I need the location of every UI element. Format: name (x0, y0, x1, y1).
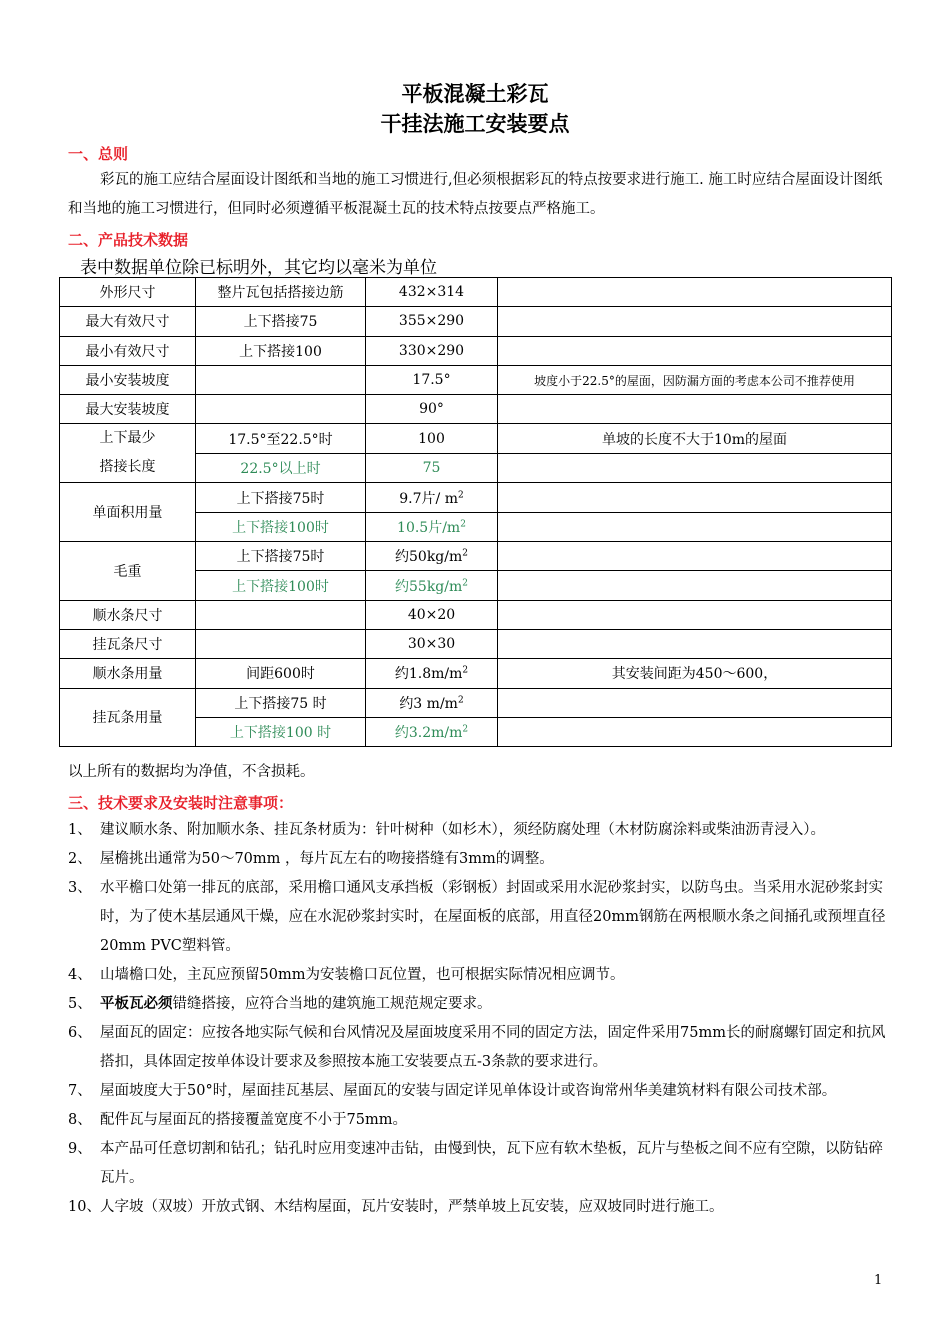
table-row (60, 542, 892, 571)
list-item (68, 845, 886, 874)
table-cell: 40×20 (366, 600, 498, 629)
table-cell: 单坡的长度不大于10m的屋面 (498, 424, 892, 454)
value-text: 约1.8m/m (394, 666, 463, 683)
table-cell (196, 600, 366, 629)
table-cell (498, 600, 892, 629)
table-row (60, 365, 892, 394)
item-number: 9、 (68, 1141, 92, 1157)
value-text: 约3.2m/m (394, 725, 463, 741)
item-number: 3、 (68, 880, 92, 896)
list-item (68, 1106, 886, 1135)
value-text: 约50kg/m (395, 549, 463, 566)
item-bold-text: 平板瓦必须 (100, 996, 173, 1012)
item-text: 屋面瓦的固定：应按各地实际气候和台风情况及屋面坡度采用不同的固定方法，固定件采用75mm长的耐腐螺钉固定和抗风搭扣，具体固定按单体设计要求及参照按本施工安装要点五-3条款的要求进行。 (100, 1025, 886, 1070)
table-cell: 其安装间距为450～600， (498, 659, 892, 688)
item-number: 6、 (68, 1025, 92, 1041)
table-cell (498, 336, 892, 365)
table-cell: 顺水条用量 (60, 659, 196, 688)
table-cell: 上下搭接100 时 (196, 717, 366, 746)
table-cell (366, 483, 498, 512)
table-row (60, 336, 892, 365)
table-cell: 毛重 (60, 542, 196, 601)
table-cell: 顺水条尺寸 (60, 600, 196, 629)
superscript: 2 (457, 695, 464, 706)
table-cell: 挂瓦条用量 (60, 688, 196, 747)
superscript: 2 (462, 548, 468, 559)
item-text: 水平檐口处第一排瓦的底部，采用檐口通风支承挡板（彩钢板）封固或采用水泥砂浆封实，以防鸟虫。当采用水泥砂浆封实时，为了使木基层通风干燥，应在水泥砂浆封实时，在屋面板的底部，用直径20mm钢筋在两根顺水条之间捅孔或预埋直径20mm PVC塑料管。 (100, 880, 886, 954)
table-cell: 上下搭接100 (196, 336, 366, 365)
value-text: 9.7片/ m (399, 490, 458, 507)
table-cell (196, 365, 366, 394)
table-cell: 间距600时 (196, 659, 366, 688)
table-cell: 100 (366, 424, 498, 454)
item-text: 人字坡（双坡）开放式钢、木结构屋面，瓦片安装时，严禁单坡上瓦安装，应双坡同时进行施工。 (100, 1199, 724, 1215)
table-row (60, 278, 892, 307)
table-cell (498, 453, 892, 483)
table-row (60, 629, 892, 658)
item-text: 屋檐挑出通常为50～70mm ，每片瓦左右的吻接搭缝有3mm的调整。 (100, 851, 554, 867)
table-cell: 最大安装坡度 (60, 395, 196, 424)
table-cell (366, 659, 498, 688)
table-cell (366, 717, 498, 746)
item-number: 10、 (68, 1199, 101, 1215)
item-number: 5、 (68, 996, 92, 1012)
table-cell (498, 629, 892, 658)
section1-text: 彩瓦的施工应结合屋面设计图纸和当地的施工习惯进行,但必须根据彩瓦的特点按要求进行施工. 施工时应结合屋面设计图纸和当地的施工习惯进行，但同时必须遵循平板混凝土瓦的技术特点按要点严格施工。 (68, 172, 883, 217)
table-row (60, 424, 892, 454)
table-row (60, 600, 892, 629)
item-text: 屋面坡度大于50°时，屋面挂瓦基层、屋面瓦的安装与固定详见单体设计或咨询常州华美建筑材料有限公司技术部。 (100, 1083, 837, 1099)
table-cell: 330×290 (366, 336, 498, 365)
table-cell: 355×290 (366, 307, 498, 336)
item-number: 2、 (68, 851, 92, 867)
table-cell (498, 483, 892, 512)
table-cell (498, 717, 892, 746)
table-row (60, 307, 892, 336)
table-cell: 坡度小于22.5°的屋面，因防漏方面的考虑本公司不推荐使用 (498, 365, 892, 394)
table-cell: 17.5°至22.5°时 (196, 424, 366, 454)
table-cell (498, 571, 892, 600)
list-item (68, 816, 886, 845)
table-cell (498, 542, 892, 571)
table-cell (366, 571, 498, 600)
superscript: 2 (457, 489, 464, 500)
table-cell: 上下搭接100时 (196, 512, 366, 541)
table-cell: 单面积用量 (60, 483, 196, 542)
table-cell: 整片瓦包括搭接边筋 (196, 278, 366, 307)
table-cell: 30×30 (366, 629, 498, 658)
value-text: 约55kg/m (395, 578, 463, 595)
table-cell: 上下搭接75时 (196, 483, 366, 512)
table-cell: 17.5° (366, 365, 498, 394)
list-item (68, 1077, 886, 1106)
table-cell (498, 278, 892, 307)
list-item (68, 1135, 886, 1193)
value-text: 10.5片/m (397, 519, 461, 536)
item-number: 4、 (68, 967, 92, 983)
item-text: 配件瓦与屋面瓦的搭接覆盖宽度不小于75mm。 (100, 1112, 407, 1128)
table-cell (498, 395, 892, 424)
table-cell: 上下搭接75时 (196, 542, 366, 571)
table-cell: 挂瓦条尺寸 (60, 629, 196, 658)
spec-table (59, 277, 892, 747)
table-cell: 22.5°以上时 (196, 453, 366, 483)
table-cell: 432×314 (366, 278, 498, 307)
table-row (60, 688, 892, 717)
list-item (68, 1193, 886, 1222)
table-cell: 上下搭接100时 (196, 571, 366, 600)
item-number: 7、 (68, 1083, 92, 1099)
section1-heading: 一、总则 (68, 145, 129, 163)
item-text: 本产品可任意切割和钻孔；钻孔时应用变速冲击钻，由慢到快，瓦下应有软木垫板，瓦片与垫板之间不应有空隙，以防钻碎瓦片。 (100, 1141, 883, 1186)
list-item (68, 874, 886, 961)
table-row (60, 659, 892, 688)
table-unit-note: 表中数据单位除已标明外，其它均以毫米为单位 (80, 258, 437, 278)
requirements-list (68, 816, 886, 1222)
item-text: 建议顺水条、附加顺水条、挂瓦条材质为：针叶树种（如杉木），须经防腐处理（木材防腐涂料或柴油沥青浸入）。 (100, 822, 825, 838)
table-cell (366, 512, 498, 541)
superscript: 2 (462, 665, 469, 676)
page-number: 1 (874, 1273, 883, 1288)
table-cell: 上下搭接75 时 (196, 688, 366, 717)
table-cell: 75 (366, 453, 498, 483)
table-cell (498, 307, 892, 336)
min-overlap-label-b: 搭接长度 (99, 459, 156, 476)
min-overlap-label-a: 上下最少 (99, 430, 156, 447)
table-cell: 外形尺寸 (60, 278, 196, 307)
superscript: 2 (462, 577, 468, 588)
superscript: 2 (460, 519, 466, 530)
item-number: 8、 (68, 1112, 92, 1128)
table-row (60, 483, 892, 512)
table-cell: 最大有效尺寸 (60, 307, 196, 336)
item-text: 错缝搭接，应符合当地的建筑施工规范规定要求。 (172, 996, 492, 1012)
table-cell: 90° (366, 395, 498, 424)
table-cell (498, 688, 892, 717)
table-cell (196, 629, 366, 658)
superscript: 2 (462, 724, 469, 735)
table-cell (196, 395, 366, 424)
table-cell: 最小有效尺寸 (60, 336, 196, 365)
section2-heading: 二、产品技术数据 (68, 231, 189, 249)
table-cell: 最小安装坡度 (60, 365, 196, 394)
table-cell: 上下搭接75 (196, 307, 366, 336)
table-cell (498, 512, 892, 541)
list-item (68, 961, 886, 990)
document-title-line2: 干挂法施工安装要点 (380, 112, 570, 136)
section3-heading: 三、技术要求及安装时注意事项： (68, 794, 294, 812)
list-item (68, 1019, 886, 1077)
list-item (68, 990, 886, 1019)
table-cell (366, 542, 498, 571)
table-cell (60, 424, 196, 483)
item-text: 山墙檐口处，主瓦应预留50mm为安装檐口瓦位置，也可根据实际情况相应调节。 (100, 967, 625, 983)
document-title-line1: 平板混凝土彩瓦 (401, 82, 549, 106)
value-text: 约3 m/m (399, 695, 458, 712)
table-row (60, 395, 892, 424)
table-cell (366, 688, 498, 717)
net-value-note: 以上所有的数据均为净值，不含损耗。 (68, 764, 315, 780)
item-number: 1、 (68, 822, 92, 838)
